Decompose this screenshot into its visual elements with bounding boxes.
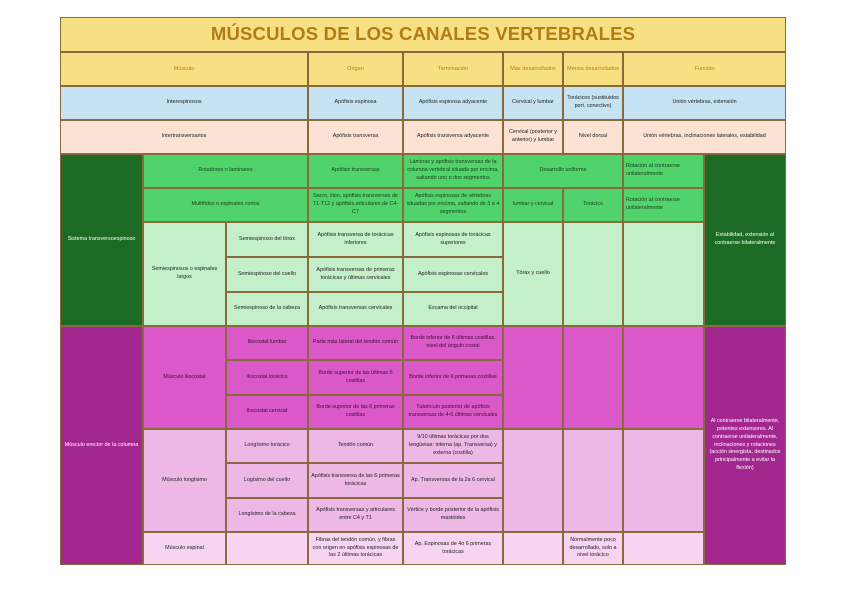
multifidos-mas: lumbar y cervical — [503, 188, 563, 222]
semiespinoso-cabeza-terminacion: Escama del occipital — [403, 292, 503, 326]
iliocostal-lumbar-terminacion: Borde inferior de 6 últimas costillas, nivel del ángulo costal — [403, 326, 503, 360]
iliocostal-toracico-origen: Borde superior de las últimas 6 costillas — [308, 360, 403, 395]
intertransversarios-terminacion: Apófisis transversa adyacente — [403, 120, 503, 154]
longisimo-cabeza-origen: Apófisis transversas y articulares entre C4 y T1 — [308, 498, 403, 532]
semiespinosos-group: Semiespinosos o espinales largos — [143, 222, 226, 326]
rotadores-terminacion: Láminas y apófisis transversas de la columna vertebral situada por encima, saltando uno o dos segmentos — [403, 154, 503, 188]
longisimo-cabeza-musculo: Longísimo de la cabeza — [226, 498, 308, 532]
multifidos-origen: Sacro, ilion, apófisis transversas de T1-T12 y apófisis articulares de C4-C7 — [308, 188, 403, 222]
rotadores-musculo: Rotadores o laminares — [143, 154, 308, 188]
header-mas-desarrollados: Más desarrollados — [503, 52, 563, 86]
muscle-table — [60, 17, 786, 565]
semiespinoso-torax-musculo: Semiespinoso del tórax — [226, 222, 308, 257]
longisimo-funcion — [623, 429, 704, 532]
iliocostal-cervical-terminacion: Tubérculo posterior de apófisis transversas de 4-6 últimas cervicales — [403, 395, 503, 429]
semiespinosos-funcion — [623, 222, 704, 326]
espinal-musculo: Músculo espinal — [143, 532, 226, 565]
longisimo-group: Músculo longísimo — [143, 429, 226, 532]
intertransversarios-menos: Nivel dorsal — [563, 120, 623, 154]
iliocostal-toracico-terminacion: Borde inferior de 6 primeras costillas — [403, 360, 503, 395]
semiespinoso-cuello-terminacion: Apófisis espinosas cervicales — [403, 257, 503, 292]
erector-funcion: Al contraerse bilateralmente, potentes extensores. Al contraerse unilateralmente, inclinaciones y rotaciones (acción sinergista, destinados principalmente a evitar la flexión) — [704, 326, 786, 565]
rotadores-origen: Apófisis transversas — [308, 154, 403, 188]
semiespinoso-cabeza-musculo: Semiespinoso de la cabeza — [226, 292, 308, 326]
espinal-menos: Normalmente poco desarrollado, solo a nivel torácico — [563, 532, 623, 565]
semiespinoso-torax-terminacion: Apófisis espinosas de torácicas superiores — [403, 222, 503, 257]
header-funcion: Función — [623, 52, 786, 86]
semiespinosos-menos — [563, 222, 623, 326]
espinal-mas — [503, 532, 563, 565]
espinal-empty — [226, 532, 308, 565]
multifidos-menos: Torácico — [563, 188, 623, 222]
header-origen: Origen — [308, 52, 403, 86]
longisimo-mas — [503, 429, 563, 532]
intertransversarios-mas: Cervical (posterior y anterior) y lumbar — [503, 120, 563, 154]
iliocostal-lumbar-origen: Parte más lateral del tendón común — [308, 326, 403, 360]
interespinosos-funcion: Unión vértebras, extensión — [623, 86, 786, 120]
transversoespinoso-group: Sistema transversoespinoso — [60, 154, 143, 326]
header-musculo: Músculo — [60, 52, 308, 86]
intertransversarios-musculo: Intertransversarios — [60, 120, 308, 154]
longisimo-toracico-origen: Tendón común — [308, 429, 403, 463]
espinal-terminacion: Ap. Espinosas de 4o 6 primeras torácicas — [403, 532, 503, 565]
multifidos-musculo: Multífidos o espinales cortos — [143, 188, 308, 222]
intertransversarios-origen: Apófisis transversa — [308, 120, 403, 154]
interespinosos-mas: Cervical y lumbar — [503, 86, 563, 120]
iliocostal-cervical-musculo: Iliocostal cervical — [226, 395, 308, 429]
semiespinosos-mas: Tórax y cuello — [503, 222, 563, 326]
longisimo-toracico-musculo: Longísimo torácico — [226, 429, 308, 463]
iliocostal-group: Músculo iliocostal — [143, 326, 226, 429]
semiespinoso-cuello-musculo: Semiespinoso del cuello — [226, 257, 308, 292]
longisimo-cabeza-terminacion: Vértice y borde posterior de la apófisis mastoides — [403, 498, 503, 532]
semiespinoso-cabeza-origen: Apófisis transversas cervicales — [308, 292, 403, 326]
rotadores-desarrollo: Desarrollo uniforme — [503, 154, 623, 188]
page-title: MÚSCULOS DE LOS CANALES VERTEBRALES — [60, 17, 786, 52]
rotadores-funcion: Rotación al contraerse unilateralmente — [623, 154, 704, 188]
semiespinoso-cuello-origen: Apófisis transversas de primeras torácicas y últimas cervicales — [308, 257, 403, 292]
header-terminacion: Terminación — [403, 52, 503, 86]
iliocostal-menos — [563, 326, 623, 429]
header-menos-desarrollados: Menos desarrollados — [563, 52, 623, 86]
longisimo-cuello-terminacion: Ap. Transversas de la 2a 6 cervical — [403, 463, 503, 498]
erector-group: Músculo erector de la columna — [60, 326, 143, 565]
semiespinoso-torax-origen: Apófisis transversa de torácicas inferiores — [308, 222, 403, 257]
iliocostal-funcion — [623, 326, 704, 429]
longisimo-cuello-origen: Apófisis transversa de las 6 primeras torácicas — [308, 463, 403, 498]
longisimo-toracico-terminacion: 9/10 últimas torácicas por dos lengüetas: interna (ap. Transversa) y externa (costilla) — [403, 429, 503, 463]
interespinosos-musculo: Interespinosos — [60, 86, 308, 120]
espinal-origen: Fibras del tendón común, y fibras con origen en apófisis espinosas de las 2 últimas torácicas — [308, 532, 403, 565]
intertransversarios-funcion: Unión vértebras, inclinaciones laterales, estabilidad — [623, 120, 786, 154]
multifidos-terminacion: Apófisis espinosas de vértebras situadas por encima, saltando de 3 a 4 segmentos — [403, 188, 503, 222]
multifidos-funcion: Rotación al contraerse unilateralmente — [623, 188, 704, 222]
iliocostal-mas — [503, 326, 563, 429]
longisimo-menos — [563, 429, 623, 532]
interespinosos-terminacion: Apófisis espinosa adyacente — [403, 86, 503, 120]
interespinosos-origen: Apófisis espinosa — [308, 86, 403, 120]
iliocostal-cervical-origen: Borde superior de las 6 primeras costillas — [308, 395, 403, 429]
interespinosos-menos: Torácicos (sustituidos port. conectivo) — [563, 86, 623, 120]
iliocostal-lumbar-musculo: Iliocostal lumbar — [226, 326, 308, 360]
longisimo-cuello-musculo: Logísimo del cuello — [226, 463, 308, 498]
espinal-funcion — [623, 532, 704, 565]
iliocostal-toracico-musculo: Iliocostal torácico — [226, 360, 308, 395]
transversoespinoso-funcion: Estabilidad, extensión al contraerse bilateralmente — [704, 154, 786, 326]
